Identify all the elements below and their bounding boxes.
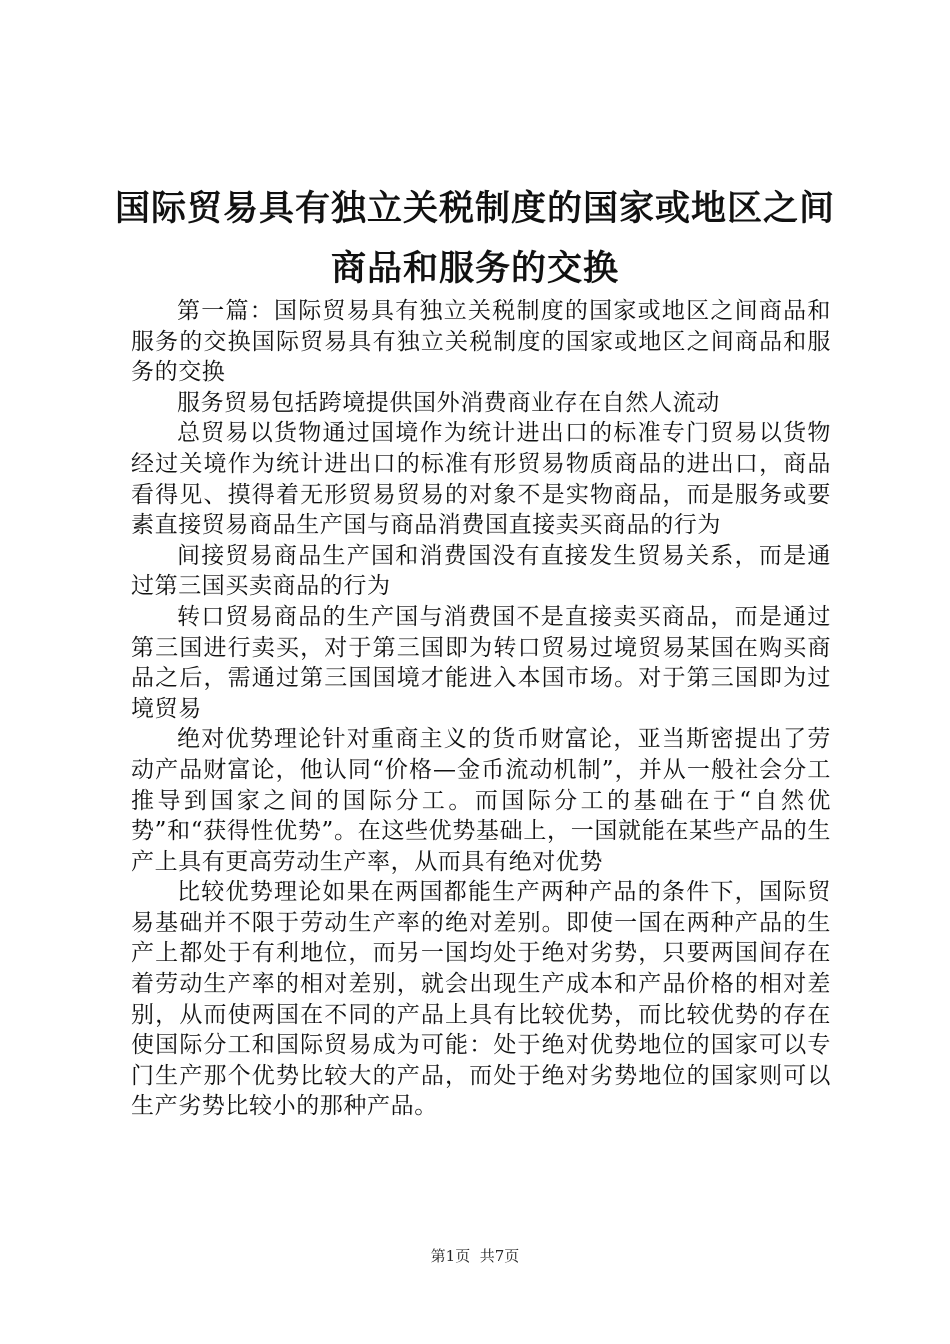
total-pages: 共7页 bbox=[479, 1247, 520, 1265]
document-title-line-2: 商品和服务的交换 bbox=[330, 249, 619, 289]
footer-separator bbox=[470, 1247, 480, 1265]
page-number: 第1页 bbox=[430, 1247, 471, 1265]
document-body bbox=[131, 296, 831, 1122]
paragraph-7: 比较优势理论如果在两国都能生产两种产品的条件下，国际贸易基础并不限于劳动生产率的绝对差别。即使一国在两种产品的生产上都处于有利地位，而另一国均处于绝对劣势，只要两国间存在着劳动生产率的相对差别，就会出现生产成本和产品价格的相对差别，从而使两国在不同的产品上具有比较优势，而比较优势的存在使国际分工和国际贸易成为可能：处于绝对优势地位的国家可以专门生产那个优势比较大的产品，而处于绝对劣势地位的国家则可以生产劣势比较小的那种产品。 bbox=[131, 879, 831, 1120]
paragraph-6: 绝对优势理论针对重商主义的货币财富论，亚当斯密提出了劳动产品财富论，他认同“价格—金币流动机制”，并从一般社会分工推导到国家之间的国际分工。而国际分工的基础在于“自然优势”和“获得性优势”。在这些优势基础上，一国就能在某些产品的生产上具有更高劳动生产率，从而具有绝对优势 bbox=[131, 726, 831, 875]
paragraph-3: 总贸易以货物通过国境作为统计进出口的标准专门贸易以货物经过关境作为统计进出口的标准有形贸易物质商品的进出口，商品看得见、摸得着无形贸易贸易的对象不是实物商品，而是服务或要素直接贸易商品生产国与商品消费国直接卖买商品的行为 bbox=[131, 420, 831, 539]
document-title-line-1: 国际贸易具有独立关税制度的国家或地区之间 bbox=[114, 189, 835, 229]
paragraph-5: 转口贸易商品的生产国与消费国不是直接卖买商品，而是通过第三国进行卖买，对于第三国即为转口贸易过境贸易某国在购买商品之后，需通过第三国国境才能进入本国市场。对于第三国即为过境贸易 bbox=[131, 603, 831, 722]
page-footer bbox=[0, 1246, 950, 1266]
paragraph-1: 第一篇：国际贸易具有独立关税制度的国家或地区之间商品和服务的交换国际贸易具有独立关税制度的国家或地区之间商品和服务的交换 bbox=[131, 298, 831, 386]
paragraph-4: 间接贸易商品生产国和消费国没有直接发生贸易关系，而是通过第三国买卖商品的行为 bbox=[131, 542, 831, 600]
paragraph-2: 服务贸易包括跨境提供国外消费商业存在自然人流动 bbox=[177, 389, 720, 416]
